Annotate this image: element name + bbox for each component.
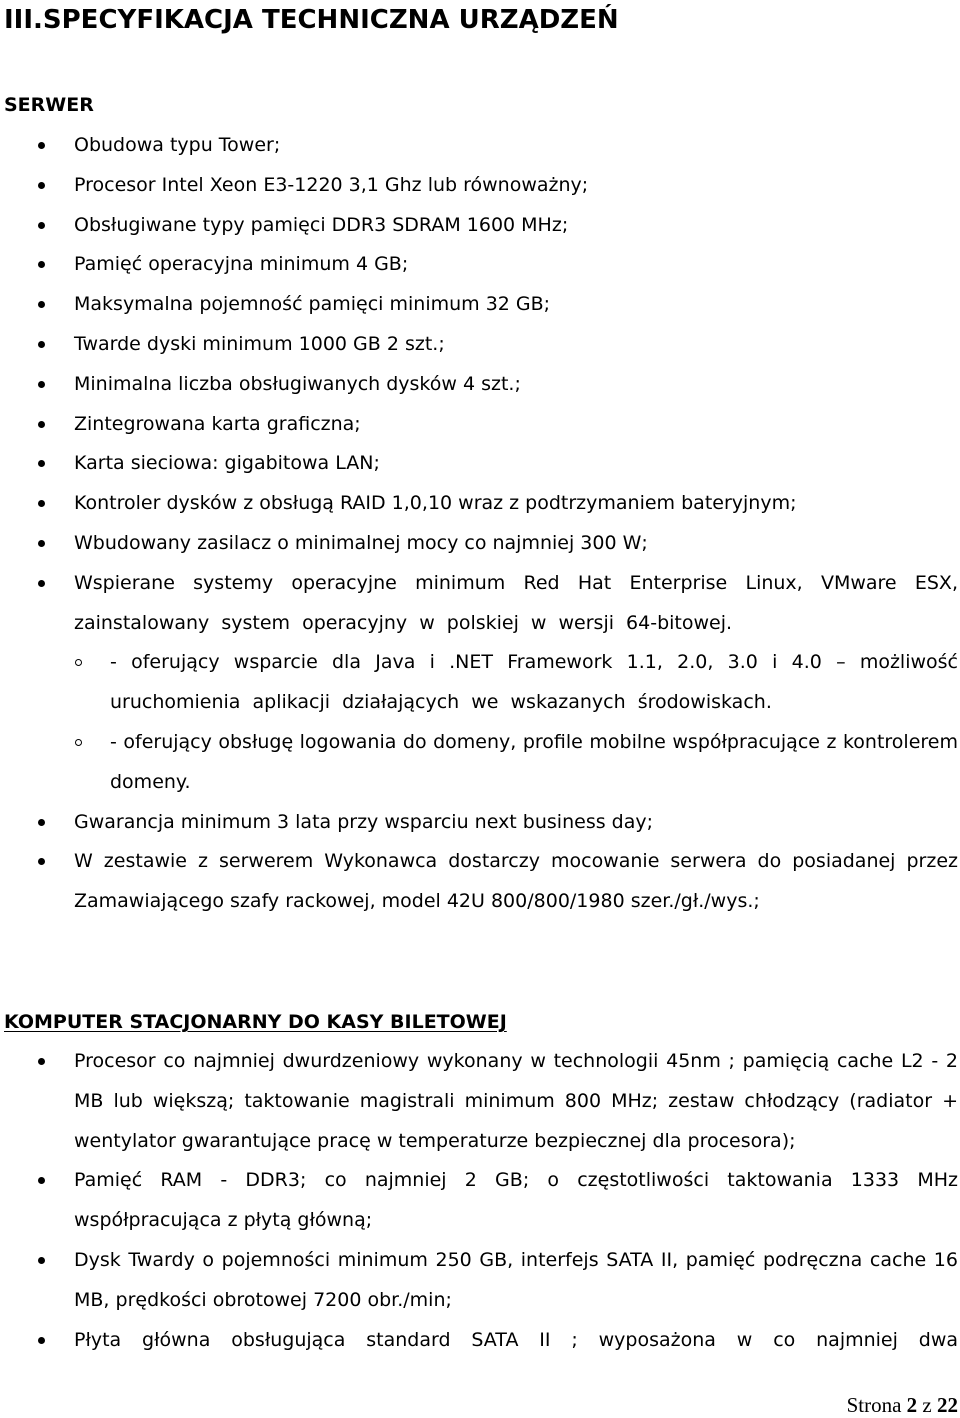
list-item: Płyta główna obsługująca standard SATA II ; wyposażona w co najmniej dwa	[0, 1321, 960, 1361]
list-item: Procesor co najmniej dwurdzeniowy wykonany w technologii 45nm ; pamięcią cache L2 - 2 MB lub większą; taktowanie magistrali minimum 800 MHz; zestaw chłodzący (radiator + wentylator gwarantujące pracę w temperaturze bezpiecznej dla procesora);	[0, 1042, 960, 1161]
list-item: Kontroler dysków z obsługą RAID 1,0,10 wraz z podtrzymaniem bateryjnym;	[0, 484, 960, 524]
list-item: Procesor Intel Xeon E3-1220 3,1 Ghz lub równoważny;	[0, 166, 960, 206]
list-item: Minimalna liczba obsługiwanych dysków 4 szt.;	[0, 365, 960, 405]
list-item: Zintegrowana karta graficzna;	[0, 405, 960, 445]
list-item: W zestawie z serwerem Wykonawca dostarczy mocowanie serwera do posiadanej przez Zamawiającego szafy rackowej, model 42U 800/800/1980 szer./gł./wys.;	[0, 842, 960, 922]
footer-separator: z	[922, 1393, 932, 1417]
footer-prefix: Strona	[846, 1393, 902, 1417]
sub-list-item: - oferujący wsparcie dla Java i .NET Framework 1.1, 2.0, 3.0 i 4.0 – możliwość uruchomienia aplikacji działających we wskazanych środowiskach.	[0, 643, 960, 723]
page-title: III.SPECYFIKACJA TECHNICZNA URZĄDZEŃ	[4, 5, 619, 35]
list-item: Pamięć operacyjna minimum 4 GB;	[0, 245, 960, 285]
list-item: Pamięć RAM - DDR3; co najmniej 2 GB; o częstotliwości taktowania 1333 MHz współpracująca z płytą główną;	[0, 1161, 960, 1241]
desktop-spec-list	[0, 1042, 960, 1360]
footer-page-number: 2	[906, 1393, 918, 1417]
list-item: Dysk Twardy o pojemności minimum 250 GB, interfejs SATA II, pamięć podręczna cache 16 MB, prędkości obrotowej 7200 obr./min;	[0, 1241, 960, 1321]
section-heading-server: SERWER	[4, 94, 94, 116]
footer-page-total: 22	[937, 1393, 958, 1417]
list-item: Gwarancja minimum 3 lata przy wsparciu next business day;	[0, 803, 960, 843]
sub-list-item: - oferujący obsługę logowania do domeny, profile mobilne współpracujące z kontrolerem domeny.	[0, 723, 960, 803]
list-item: Karta sieciowa: gigabitowa LAN;	[0, 444, 960, 484]
server-spec-list	[0, 126, 960, 922]
list-item: Wbudowany zasilacz o minimalnej mocy co najmniej 300 W;	[0, 524, 960, 564]
list-item: Obsługiwane typy pamięci DDR3 SDRAM 1600 MHz;	[0, 206, 960, 246]
section-heading-desktop: KOMPUTER STACJONARNY DO KASY BILETOWEJ	[4, 1011, 507, 1033]
list-item: Obudowa typu Tower;	[0, 126, 960, 166]
list-item: Wspierane systemy operacyjne minimum Red Hat Enterprise Linux, VMware ESX, zainstalowany system operacyjny w polskiej w wersji 64-bitowej.	[0, 564, 960, 644]
page-footer	[847, 1392, 958, 1418]
list-item: Twarde dyski minimum 1000 GB 2 szt.;	[0, 325, 960, 365]
list-item: Maksymalna pojemność pamięci minimum 32 GB;	[0, 285, 960, 325]
